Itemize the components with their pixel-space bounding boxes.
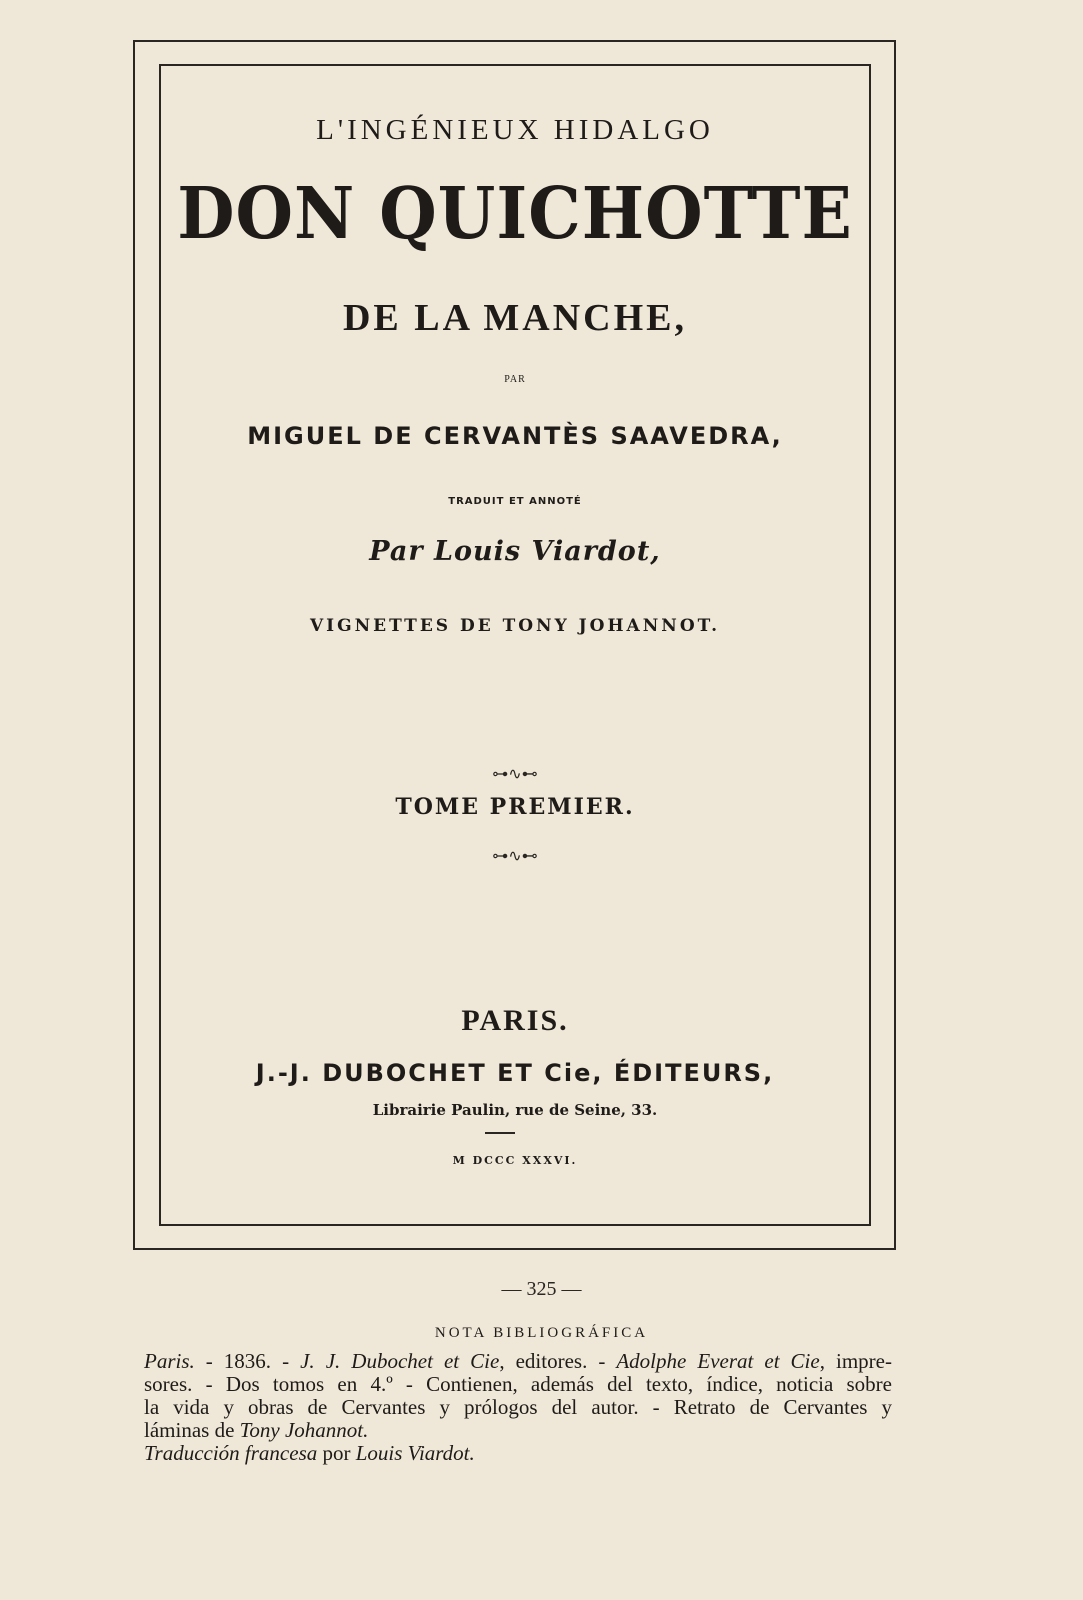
title-page <box>159 64 871 1226</box>
illustrator-line: VIGNETTES DE TONY JOHANNOT. <box>309 616 721 636</box>
short-rule <box>485 1132 515 1134</box>
volume-label: TOME PREMIER. <box>395 794 635 820</box>
translated-label: TRADUIT ET ANNOTÉ <box>448 496 582 507</box>
main-title: DON QUICHOTTE <box>177 170 853 256</box>
year-roman: M DCCC XXXVI. <box>452 1154 578 1167</box>
subtitle-ingenieux: L'INGÉNIEUX HIDALGO <box>316 114 714 146</box>
page-number: — 325 — <box>501 1278 582 1300</box>
nota-line-5: Traducción francesa por Louis Viardot. <box>144 1441 475 1465</box>
translator-name: Par Louis Viardot, <box>369 536 661 567</box>
title-de-la-manche: DE LA MANCHE, <box>342 297 688 339</box>
par-label: PAR <box>504 374 526 385</box>
city: PARIS. <box>461 1004 569 1037</box>
nota-line-1: Paris. - 1836. - J. J. Dubochet et Cie, editores. - Adolphe Everat et Cie, impre- <box>144 1349 892 1373</box>
ornament-bottom-icon: ⊶∿⊷ <box>492 846 538 865</box>
nota-heading: NOTA BIBLIOGRÁFICA <box>434 1325 649 1341</box>
bookseller: Librairie Paulin, rue de Seine, 33. <box>372 1101 658 1119</box>
nota-line-3: la vida y obras de Cervantes y prólogos del autor. - Retrato de Cervantes y <box>144 1395 892 1419</box>
nota-line-4: láminas de Tony Johannot. <box>144 1418 369 1442</box>
nota-body <box>144 1350 892 1465</box>
author-name: MIGUEL DE CERVANTÈS SAAVEDRA, <box>247 422 783 450</box>
ornament-top-icon: ⊶∿⊷ <box>492 764 538 783</box>
publisher: J.-J. DUBOCHET ET Cie, ÉDITEURS, <box>255 1059 775 1087</box>
nota-line-2: sores. - Dos tomos en 4.º - Contienen, además del texto, índice, noticia sobre <box>144 1372 892 1396</box>
